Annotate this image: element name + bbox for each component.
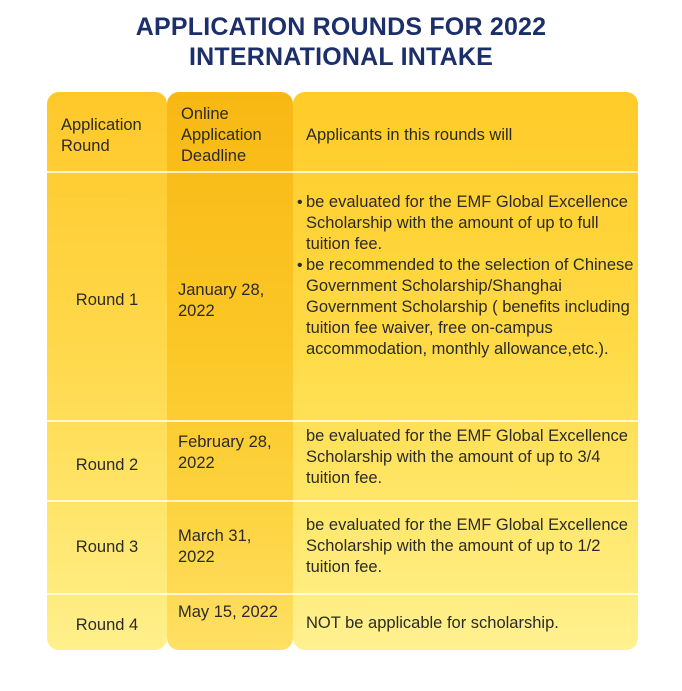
row-divider	[47, 171, 638, 173]
bullet-icon: •	[297, 194, 303, 211]
header-applicants: Applicants in this rounds will	[306, 126, 513, 144]
list-item	[297, 192, 634, 255]
row-divider	[47, 420, 638, 422]
round-1-bullet-2: be recommended to the selection of Chinese Government Scholarship/Shanghai Government Scholarship ( benefits including tuition fee waiver, free on-campus accommodation, monthly allowance,etc.).	[306, 256, 634, 358]
round-3-details: be evaluated for the EMF Global Excellence Scholarship with the amount of up to 1/2 tuition fee.	[306, 516, 628, 576]
round-2-details: be evaluated for the EMF Global Excellence Scholarship with the amount of up to 3/4 tuition fee.	[306, 427, 628, 487]
row-divider	[47, 500, 638, 502]
list-item	[297, 255, 634, 360]
round-4-deadline: May 15, 2022	[178, 603, 278, 621]
round-4-details: NOT be applicable for scholarship.	[306, 614, 559, 632]
column-round-background	[47, 92, 167, 650]
title-line-1: APPLICATION ROUNDS FOR 2022	[135, 13, 547, 41]
title-line-2: INTERNATIONAL INTAKE	[189, 43, 493, 71]
round-2-label: Round 2	[75, 456, 139, 474]
header-deadline: Online Application Deadline	[181, 105, 262, 165]
round-1-label: Round 1	[75, 291, 139, 309]
round-3-deadline: March 31, 2022	[178, 527, 252, 566]
round-4-label: Round 4	[75, 616, 139, 634]
round-2-deadline: February 28, 2022	[178, 433, 272, 472]
round-3-label: Round 3	[75, 538, 139, 556]
page-title	[0, 12, 682, 72]
header-application-round: Application Round	[61, 116, 142, 155]
round-1-bullet-1: be evaluated for the EMF Global Excellence Scholarship with the amount of up to full tuition fee.	[306, 193, 628, 253]
row-divider	[47, 593, 638, 595]
round-1-details	[297, 192, 634, 360]
round-1-deadline: January 28, 2022	[178, 281, 265, 320]
bullet-icon: •	[297, 257, 303, 274]
